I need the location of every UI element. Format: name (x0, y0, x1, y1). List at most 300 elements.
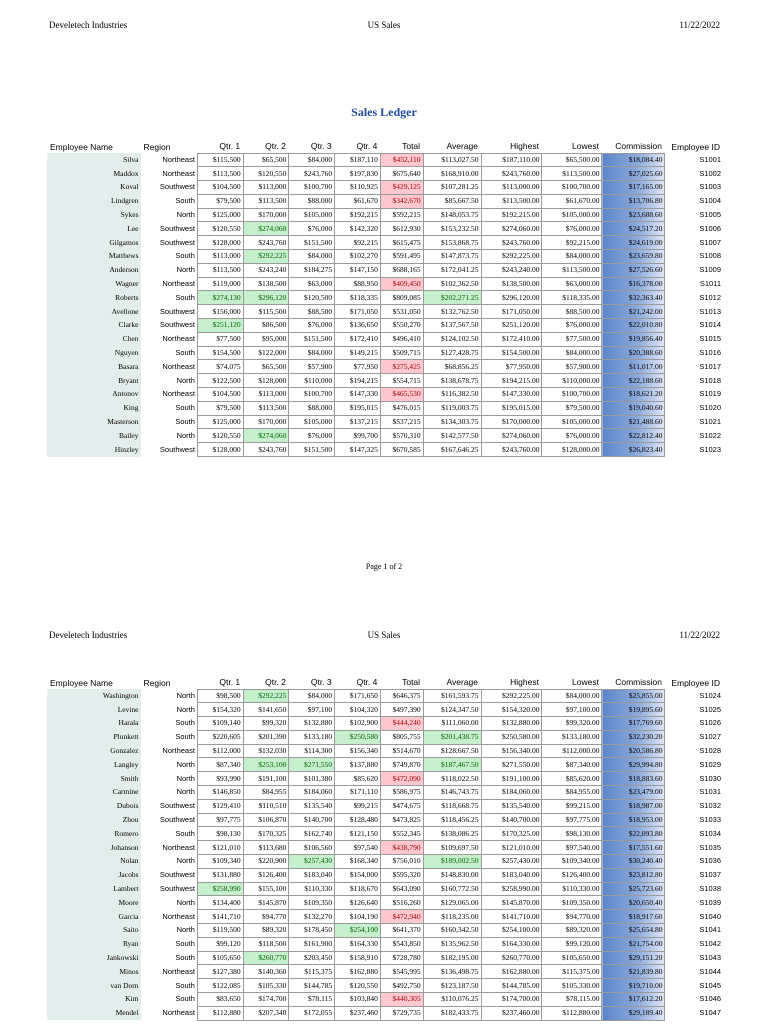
region-cell: Northeast (162, 168, 195, 178)
employee-id-cell: S1003 (699, 182, 721, 192)
total-cell: $275,425 (380, 360, 423, 374)
employee-id-cell: S1042 (699, 939, 721, 949)
column-header: Average (446, 141, 478, 152)
commission-cell: $11,017.00 (602, 360, 665, 374)
employee-id-cell: S1011 (699, 279, 721, 289)
q3-cell: $101,380 (289, 772, 335, 786)
header-date: 11/22/2022 (679, 630, 720, 640)
employee-name-cell: Dubois (47, 799, 141, 813)
low-cell: $84,000.00 (542, 689, 602, 703)
avg-cell: $118,668.75 (423, 799, 481, 813)
table-row (47, 979, 723, 993)
q2-cell: $84,955 (243, 786, 289, 800)
q1-cell: $98,500 (197, 689, 243, 703)
table-row (47, 443, 723, 457)
low-cell: $105,000.00 (542, 208, 602, 222)
region-cell: Northeast (162, 279, 195, 289)
q2-cell: $110,510 (243, 799, 289, 813)
region-cell: North (176, 375, 195, 385)
employee-name-cell: Zhou (47, 813, 141, 827)
q4-cell: $92,215 (335, 236, 381, 250)
high-cell: $260,770.00 (481, 951, 542, 965)
commission-cell: $16,378.00 (602, 277, 665, 291)
total-cell: $646,375 (380, 689, 423, 703)
q2-cell: $105,330 (243, 979, 289, 993)
commission-cell: $17,165.00 (602, 181, 665, 195)
column-header: Commission (615, 141, 662, 152)
avg-cell: $182,195.00 (423, 951, 481, 965)
table-row (47, 360, 723, 374)
region-cell: Northeast (162, 389, 195, 399)
avg-cell: $189,002.50 (423, 855, 481, 869)
low-cell: $112,880.00 (542, 1006, 602, 1020)
q4-cell: $147,325 (335, 443, 381, 457)
column-header: Qtr. 1 (219, 677, 241, 688)
q2-cell: $170,000 (243, 208, 289, 222)
table-row (47, 717, 723, 731)
q2-cell: $260,770 (243, 951, 289, 965)
column-header-row (47, 676, 723, 689)
commission-cell: $21,839.80 (602, 965, 665, 979)
region-cell: South (175, 292, 195, 302)
page-2 (0, 610, 768, 1024)
region-cell: Northeast (162, 1008, 195, 1018)
low-cell: $99,120.00 (542, 937, 602, 951)
table-row (47, 827, 723, 841)
high-cell: $274,060.00 (481, 222, 542, 236)
q2-cell: $122,000 (243, 346, 289, 360)
avg-cell: $132,762.50 (423, 305, 481, 319)
total-cell: $497,390 (380, 703, 423, 717)
table-row (47, 799, 723, 813)
q3-cell: $151,500 (289, 443, 335, 457)
q3-cell: $84,000 (289, 250, 335, 264)
commission-cell: $19,040.60 (602, 401, 665, 415)
q1-cell: $134,400 (197, 896, 243, 910)
q4-cell: $171,110 (335, 786, 381, 800)
high-cell: $237,460.00 (481, 1006, 542, 1020)
q1-cell: $220,605 (197, 730, 243, 744)
q3-cell: $184,060 (289, 786, 335, 800)
q1-cell: $79,500 (197, 401, 243, 415)
high-cell: $194,215.00 (481, 374, 542, 388)
high-cell: $243,760.00 (481, 443, 542, 457)
q1-cell: $127,380 (197, 965, 243, 979)
page-title: Sales Ledger (351, 105, 417, 119)
column-header: Highest (510, 677, 539, 688)
column-header: Qtr. 3 (310, 677, 332, 688)
avg-cell: $182,433.75 (423, 1006, 481, 1020)
column-header: Qtr. 4 (356, 677, 378, 688)
q4-cell: $136,650 (335, 319, 381, 333)
region-cell: North (176, 856, 195, 866)
table-row (47, 882, 723, 896)
high-cell: $164,330.00 (481, 937, 542, 951)
employee-name-cell: Levine (47, 703, 141, 717)
avg-cell: $124,347.50 (423, 703, 481, 717)
low-cell: $76,000.00 (542, 222, 602, 236)
high-cell: $195,015.00 (481, 401, 542, 415)
q1-cell: $112,000 (197, 744, 243, 758)
total-cell: $537,215 (380, 415, 423, 429)
commission-cell: $20,388.60 (602, 346, 665, 360)
q3-cell: $151,500 (289, 332, 335, 346)
q2-cell: $120,550 (243, 167, 289, 181)
total-cell: $670,585 (380, 443, 423, 457)
q2-cell: $89,320 (243, 924, 289, 938)
q3-cell: $84,000 (289, 346, 335, 360)
employee-id-cell: S1005 (699, 210, 721, 220)
region-cell: South (175, 953, 195, 963)
q2-cell: $141,650 (243, 703, 289, 717)
avg-cell: $118,022.50 (423, 772, 481, 786)
column-header: Total (402, 141, 421, 152)
employee-name-cell: Plunkett (47, 730, 141, 744)
employee-id-cell: S1004 (699, 196, 721, 206)
low-cell: $126,400.00 (542, 868, 602, 882)
employee-name-cell: Garcia (47, 910, 141, 924)
employee-id-cell: S1018 (699, 375, 721, 385)
q4-cell: $118,670 (335, 882, 381, 896)
q3-cell: $120,500 (289, 291, 335, 305)
low-cell: $84,955.00 (542, 786, 602, 800)
employee-name-cell: Kim (47, 993, 141, 1007)
q3-cell: $76,000 (289, 222, 335, 236)
employee-id-cell: S1025 (699, 704, 721, 714)
employee-id-cell: S1026 (699, 718, 721, 728)
region-cell: Southwest (159, 815, 195, 825)
high-cell: $191,100.00 (481, 772, 542, 786)
employee-id-cell: S1027 (699, 732, 721, 742)
region-cell: North (176, 704, 195, 714)
avg-cell: $201,438.75 (423, 730, 481, 744)
commission-cell: $21,754.00 (602, 937, 665, 951)
high-cell: $257,430.00 (481, 855, 542, 869)
q3-cell: $100,700 (289, 388, 335, 402)
avg-cell: $127,428.75 (423, 346, 481, 360)
table-row (47, 689, 723, 703)
low-cell: $105,650.00 (542, 951, 602, 965)
commission-cell: $21,242.00 (602, 305, 665, 319)
q2-cell: $243,240 (243, 263, 289, 277)
region-cell: Southwest (159, 320, 195, 330)
q1-cell: $141,710 (197, 910, 243, 924)
region-cell: South (175, 828, 195, 838)
region-cell: North (176, 897, 195, 907)
table-row (47, 758, 723, 772)
total-cell: $729,735 (380, 1006, 423, 1020)
column-header: Employee ID (671, 677, 720, 688)
region-cell: Southwest (159, 801, 195, 811)
q4-cell: $99,700 (335, 429, 381, 443)
low-cell: $100,700.00 (542, 181, 602, 195)
employee-id-cell: S1047 (699, 1008, 721, 1018)
employee-id-cell: S1045 (699, 980, 721, 990)
q4-cell: $118,335 (335, 291, 381, 305)
high-cell: $144,785.00 (481, 979, 542, 993)
employee-name-cell: Hinzley (47, 443, 141, 457)
table-row (47, 993, 723, 1007)
q4-cell: $88,950 (335, 277, 381, 291)
table-row (47, 167, 723, 181)
avg-cell: $138,678.75 (423, 374, 481, 388)
employee-id-cell: S1007 (699, 237, 721, 247)
table-row (47, 772, 723, 786)
employee-id-cell: S1036 (699, 856, 721, 866)
employee-name-cell: Matthews (47, 250, 141, 264)
commission-cell: $25,723.60 (602, 882, 665, 896)
employee-name-cell: Koval (47, 181, 141, 195)
avg-cell: $202,271.25 (423, 291, 481, 305)
q4-cell: $121,150 (335, 827, 381, 841)
low-cell: $76,000.00 (542, 429, 602, 443)
column-header: Qtr. 1 (219, 141, 241, 152)
table-row (47, 181, 723, 195)
total-cell: $554,715 (380, 374, 423, 388)
q2-cell: $170,000 (243, 415, 289, 429)
employee-id-cell: S1030 (699, 773, 721, 783)
q4-cell: $195,015 (335, 401, 381, 415)
total-cell: $749,870 (380, 758, 423, 772)
low-cell: $110,000.00 (542, 374, 602, 388)
header-report: US Sales (367, 630, 401, 640)
commission-cell: $22,010.80 (602, 319, 665, 333)
avg-cell: $118,235.00 (423, 910, 481, 924)
total-cell: $473,825 (380, 813, 423, 827)
q1-cell: $128,000 (197, 443, 243, 457)
total-cell: $492,750 (380, 979, 423, 993)
commission-cell: $22,093.80 (602, 827, 665, 841)
total-cell: $474,675 (380, 799, 423, 813)
commission-cell: $27,025.60 (602, 167, 665, 181)
q4-cell: $187,110 (335, 153, 381, 167)
table-row (47, 703, 723, 717)
employee-name-cell: Chen (47, 332, 141, 346)
column-header: Highest (510, 141, 539, 152)
table-row (47, 208, 723, 222)
avg-cell: $113,027.50 (423, 153, 481, 167)
total-cell: $545,995 (380, 965, 423, 979)
high-cell: $271,550.00 (481, 758, 542, 772)
low-cell: $105,000.00 (542, 415, 602, 429)
commission-cell: $17,769.60 (602, 717, 665, 731)
q1-cell: $251,120 (197, 319, 243, 333)
q1-cell: $120,550 (197, 429, 243, 443)
commission-cell: $19,710.00 (602, 979, 665, 993)
total-cell: $531,050 (380, 305, 423, 319)
table-row (47, 346, 723, 360)
q1-cell: $274,130 (197, 291, 243, 305)
table-row (47, 744, 723, 758)
region-cell: Northeast (162, 966, 195, 976)
employee-name-cell: Saito (47, 924, 141, 938)
header-company: Develetech Industries (49, 630, 128, 640)
avg-cell: $109,697.50 (423, 841, 481, 855)
commission-cell: $21,488.60 (602, 415, 665, 429)
employee-name-cell: Basara (47, 360, 141, 374)
high-cell: $183,040.00 (481, 868, 542, 882)
column-header: Qtr. 2 (265, 141, 286, 152)
low-cell: $76,000.00 (542, 319, 602, 333)
employee-name-cell: Nolan (47, 855, 141, 869)
total-cell: $641,370 (380, 924, 423, 938)
q4-cell: $142,320 (335, 222, 381, 236)
employee-id-cell: S1009 (699, 265, 721, 275)
avg-cell: $148,830.00 (423, 868, 481, 882)
q3-cell: $172,055 (289, 1006, 335, 1020)
q4-cell: $171,650 (335, 689, 381, 703)
low-cell: $105,330.00 (542, 979, 602, 993)
q3-cell: $203,450 (289, 951, 335, 965)
employee-name-cell: Romero (47, 827, 141, 841)
employee-name-cell: Moore (47, 896, 141, 910)
table-row (47, 277, 723, 291)
column-header: Qtr. 3 (310, 141, 332, 152)
total-cell: $805,755 (380, 730, 423, 744)
low-cell: $97,540.00 (542, 841, 602, 855)
q1-cell: $83,650 (197, 993, 243, 1007)
total-cell: $496,410 (380, 332, 423, 346)
high-cell: $135,540.00 (481, 799, 542, 813)
region-cell: North (176, 925, 195, 935)
employee-id-cell: S1032 (699, 801, 721, 811)
avg-cell: $116,382.50 (423, 388, 481, 402)
q2-cell: $115,500 (243, 305, 289, 319)
q4-cell: $85,620 (335, 772, 381, 786)
q1-cell: $112,880 (197, 1006, 243, 1020)
commission-cell: $18,621.20 (602, 388, 665, 402)
q3-cell: $105,000 (289, 208, 335, 222)
low-cell: $113,500.00 (542, 167, 602, 181)
table-row (47, 250, 723, 264)
q4-cell: $162,880 (335, 965, 381, 979)
commission-cell: $18,953.00 (602, 813, 665, 827)
q4-cell: $126,640 (335, 896, 381, 910)
q1-cell: $129,410 (197, 799, 243, 813)
table-row (47, 951, 723, 965)
low-cell: $98,130.00 (542, 827, 602, 841)
avg-cell: $148,053.75 (423, 208, 481, 222)
employee-id-cell: S1014 (699, 320, 721, 330)
region-cell: North (176, 787, 195, 797)
q3-cell: $184,275 (289, 263, 335, 277)
employee-name-cell: Langley (47, 758, 141, 772)
q4-cell: $110,925 (335, 181, 381, 195)
q2-cell: $99,320 (243, 717, 289, 731)
column-header: Region (143, 677, 171, 688)
commission-cell: $23,688.60 (602, 208, 665, 222)
low-cell: $84,000.00 (542, 250, 602, 264)
avg-cell: $172,041.25 (423, 263, 481, 277)
q1-cell: $131,880 (197, 868, 243, 882)
low-cell: $97,775.00 (542, 813, 602, 827)
employee-id-cell: S1019 (699, 389, 721, 399)
total-cell: $452,110 (380, 153, 423, 167)
commission-cell: $29,151.20 (602, 951, 665, 965)
employee-name-cell: Ryan (47, 937, 141, 951)
low-cell: $112,000.00 (542, 744, 602, 758)
commission-cell: $25,855.00 (602, 689, 665, 703)
q4-cell: $158,910 (335, 951, 381, 965)
high-cell: $154,320.00 (481, 703, 542, 717)
q1-cell: $154,320 (197, 703, 243, 717)
high-cell: $162,880.00 (481, 965, 542, 979)
high-cell: $156,340.00 (481, 744, 542, 758)
total-cell: $592,215 (380, 208, 423, 222)
avg-cell: $129,065.00 (423, 896, 481, 910)
total-cell: $809,085 (380, 291, 423, 305)
low-cell: $79,500.00 (542, 401, 602, 415)
low-cell: $113,500.00 (542, 263, 602, 277)
region-cell: South (175, 251, 195, 261)
q1-cell: $113,500 (197, 263, 243, 277)
header-report: US Sales (367, 20, 401, 30)
q4-cell: $254,100 (335, 924, 381, 938)
avg-cell: $124,102.50 (423, 332, 481, 346)
q2-cell: $140,360 (243, 965, 289, 979)
total-cell: $688,165 (380, 263, 423, 277)
q3-cell: $97,100 (289, 703, 335, 717)
q2-cell: $113,000 (243, 181, 289, 195)
q1-cell: $115,500 (197, 153, 243, 167)
commission-cell: $17,612.20 (602, 993, 665, 1007)
total-cell: $570,310 (380, 429, 423, 443)
employee-id-cell: S1039 (699, 897, 721, 907)
q2-cell: $126,400 (243, 868, 289, 882)
total-cell: $472,090 (380, 772, 423, 786)
low-cell: $110,330.00 (542, 882, 602, 896)
column-header: Employee Name (50, 141, 113, 152)
column-header: Lowest (572, 141, 599, 152)
employee-name-cell: Lindgren (47, 194, 141, 208)
commission-cell: $19,895.60 (602, 703, 665, 717)
q2-cell: $138,500 (243, 277, 289, 291)
high-cell: $113,000.00 (481, 181, 542, 195)
high-cell: $77,950.00 (481, 360, 542, 374)
avg-cell: $142,577.50 (423, 429, 481, 443)
avg-cell: $138,086.25 (423, 827, 481, 841)
commission-cell: $13,706.80 (602, 194, 665, 208)
column-header: Employee Name (50, 677, 113, 688)
q1-cell: $98,130 (197, 827, 243, 841)
q2-cell: $113,000 (243, 388, 289, 402)
employee-name-cell: Masterson (47, 415, 141, 429)
q1-cell: $79,500 (197, 194, 243, 208)
region-cell: Southwest (159, 237, 195, 247)
total-cell: $595,320 (380, 868, 423, 882)
q3-cell: $135,540 (289, 799, 335, 813)
q2-cell: $94,770 (243, 910, 289, 924)
q3-cell: $243,760 (289, 167, 335, 181)
q1-cell: $105,650 (197, 951, 243, 965)
q4-cell: $104,320 (335, 703, 381, 717)
table-row (47, 236, 723, 250)
q3-cell: $100,700 (289, 181, 335, 195)
region-cell: Southwest (159, 884, 195, 894)
q3-cell: $271,550 (289, 758, 335, 772)
q4-cell: $156,340 (335, 744, 381, 758)
q3-cell: $84,000 (289, 689, 335, 703)
table-row (47, 263, 723, 277)
region-cell: South (175, 196, 195, 206)
employee-id-cell: S1031 (699, 787, 721, 797)
q3-cell: $257,430 (289, 855, 335, 869)
q2-cell: $145,870 (243, 896, 289, 910)
employee-id-cell: S1034 (699, 828, 721, 838)
q2-cell: $207,340 (243, 1006, 289, 1020)
q3-cell: $144,785 (289, 979, 335, 993)
table-row (47, 415, 723, 429)
